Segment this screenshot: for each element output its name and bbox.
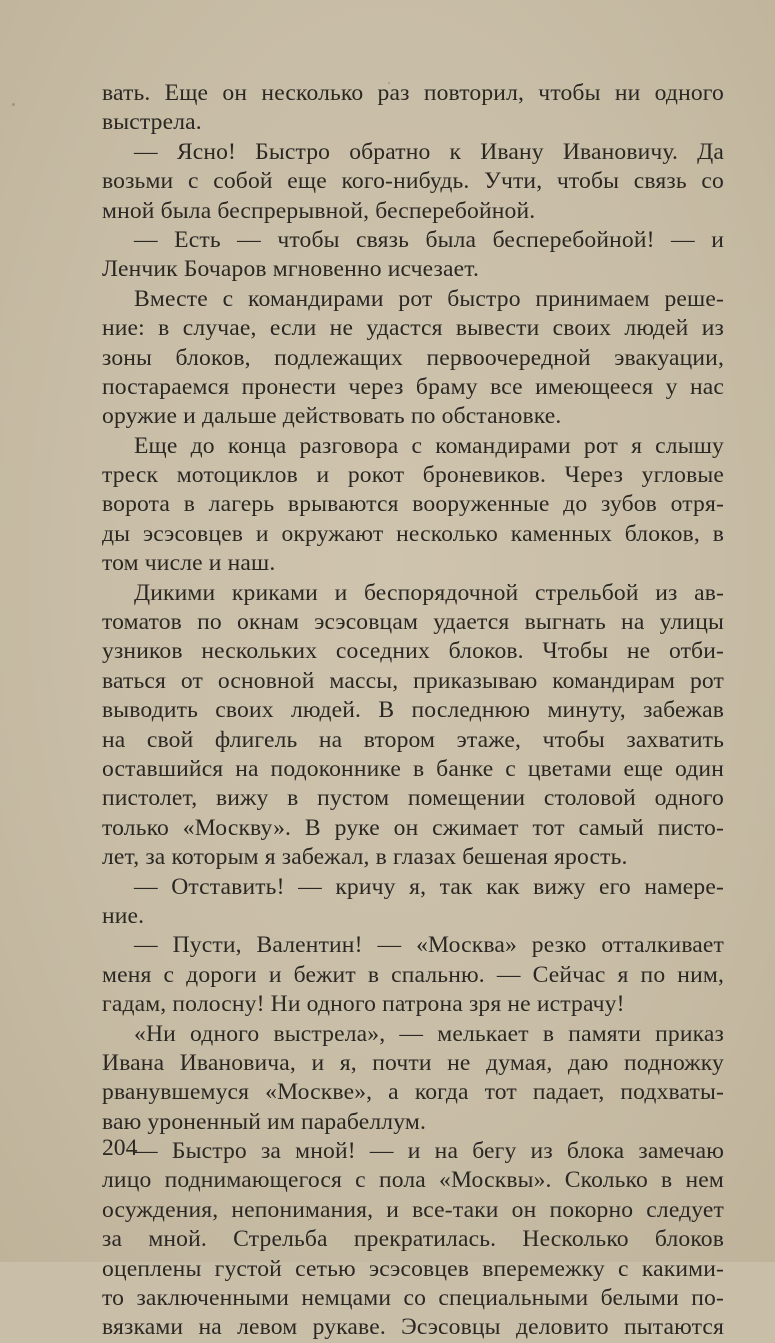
- text-line: Ленчик Бочаров мгновенно исчезает.: [102, 256, 480, 283]
- text-line: за мной. Стрельба прекратилась. Несколько блоков: [102, 1226, 724, 1253]
- body-text: [102, 79, 724, 1343]
- text-line: ние: в случае, если не удастся вывести своих людей из: [102, 315, 724, 342]
- text-line: — Быстро за мной! — и на бегу из блока замечаю: [134, 1138, 724, 1165]
- text-line: Вместе с командирами рот быстро принимаем реше-: [134, 285, 724, 312]
- text-line: — Ясно! Быстро обратно к Ивану Ивановичу. Да: [134, 138, 724, 165]
- page-number: 204: [102, 1135, 138, 1161]
- text-line: оцеплены густой сетью эсэсовцев вперемежку с какими-: [102, 1255, 724, 1282]
- text-line: мной была беспрерывной, бесперебойной.: [102, 197, 536, 224]
- text-line: Ивана Ивановича, и я, почти не думая, даю подножку: [102, 1049, 724, 1076]
- text-line: треск мотоциклов и рокот броневиков. Через угловые: [102, 462, 724, 489]
- text-line: ваться от основной массы, приказываю командирам рот: [102, 667, 724, 694]
- text-line: осуждения, непонимания, и все-таки он покорно следует: [102, 1196, 724, 1223]
- text-line: оружие и дальше действовать по обстановке.: [102, 403, 562, 430]
- text-line: ворота в лагерь врываются вооруженные до зубов отря-: [102, 491, 724, 518]
- text-line: только «Москву». В руке он сжимает тот самый писто-: [102, 814, 724, 841]
- text-line: выстрела.: [102, 109, 202, 136]
- text-line: оставшийся на подоконнике в банке с цветами еще один: [102, 755, 724, 782]
- text-line: меня с дороги и бежит в спальню. — Сейчас я по ним,: [102, 961, 724, 988]
- text-line: возьми с собой еще кого-нибудь. Учти, чтобы связь со: [102, 168, 724, 195]
- text-line: лицо поднимающегося с пола «Москвы». Сколько в нем: [102, 1167, 724, 1194]
- text-line: ды эсэсовцев и окружают несколько каменных блоков, в: [102, 520, 724, 547]
- text-line: вязками на левом рукаве. Эсэсовцы деловито пытаются: [102, 1314, 724, 1341]
- text-line: вать. Еще он несколько раз повторил, чтобы ни одного: [102, 80, 724, 106]
- text-line: — Пусти, Валентин! — «Москва» резко отталкивает: [134, 932, 724, 959]
- text-line: Дикими криками и беспорядочной стрельбой из ав-: [134, 579, 724, 606]
- text-line: то заключенными немцами со специальными белыми по-: [102, 1285, 724, 1312]
- text-line: постараемся пронести через браму все имеющееся у нас: [102, 373, 724, 400]
- text-line: — Есть — чтобы связь была бесперебойной! — и: [134, 226, 724, 253]
- text-line: ваю уроненный им парабеллум.: [102, 1108, 426, 1135]
- text-line: — Отставить! — кричу я, так как вижу его намере-: [134, 873, 724, 900]
- text-line: томатов по окнам эсэсовцам удается выгнать на улицы: [102, 609, 724, 636]
- text-line: узников нескольких соседних блоков. Чтобы не отби-: [102, 638, 724, 665]
- text-line: выводить своих людей. В последнюю минуту, забежав: [102, 697, 724, 724]
- text-line: на свой флигель на втором этаже, чтобы захватить: [102, 726, 724, 753]
- text-line: «Ни одного выстрела», — мелькает в памяти приказ: [134, 1020, 724, 1047]
- text-line: лет, за которым я забежал, в глазах бешеная ярость.: [102, 844, 628, 871]
- text-line: ние.: [102, 902, 145, 929]
- text-line: зоны блоков, подлежащих первоочередной эвакуации,: [102, 344, 724, 371]
- text-line: пистолет, вижу в пустом помещении столовой одного: [102, 785, 724, 812]
- text-line: гадам, полосну! Ни одного патрона зря не истрачу!: [102, 991, 625, 1018]
- text-line: рванувшемуся «Москве», а когда тот падает, подхваты-: [102, 1079, 724, 1106]
- text-line: том числе и наш.: [102, 550, 276, 577]
- text-line: Еще до конца разговора с командирами рот я слышу: [134, 432, 724, 459]
- paper-speck: [12, 103, 15, 106]
